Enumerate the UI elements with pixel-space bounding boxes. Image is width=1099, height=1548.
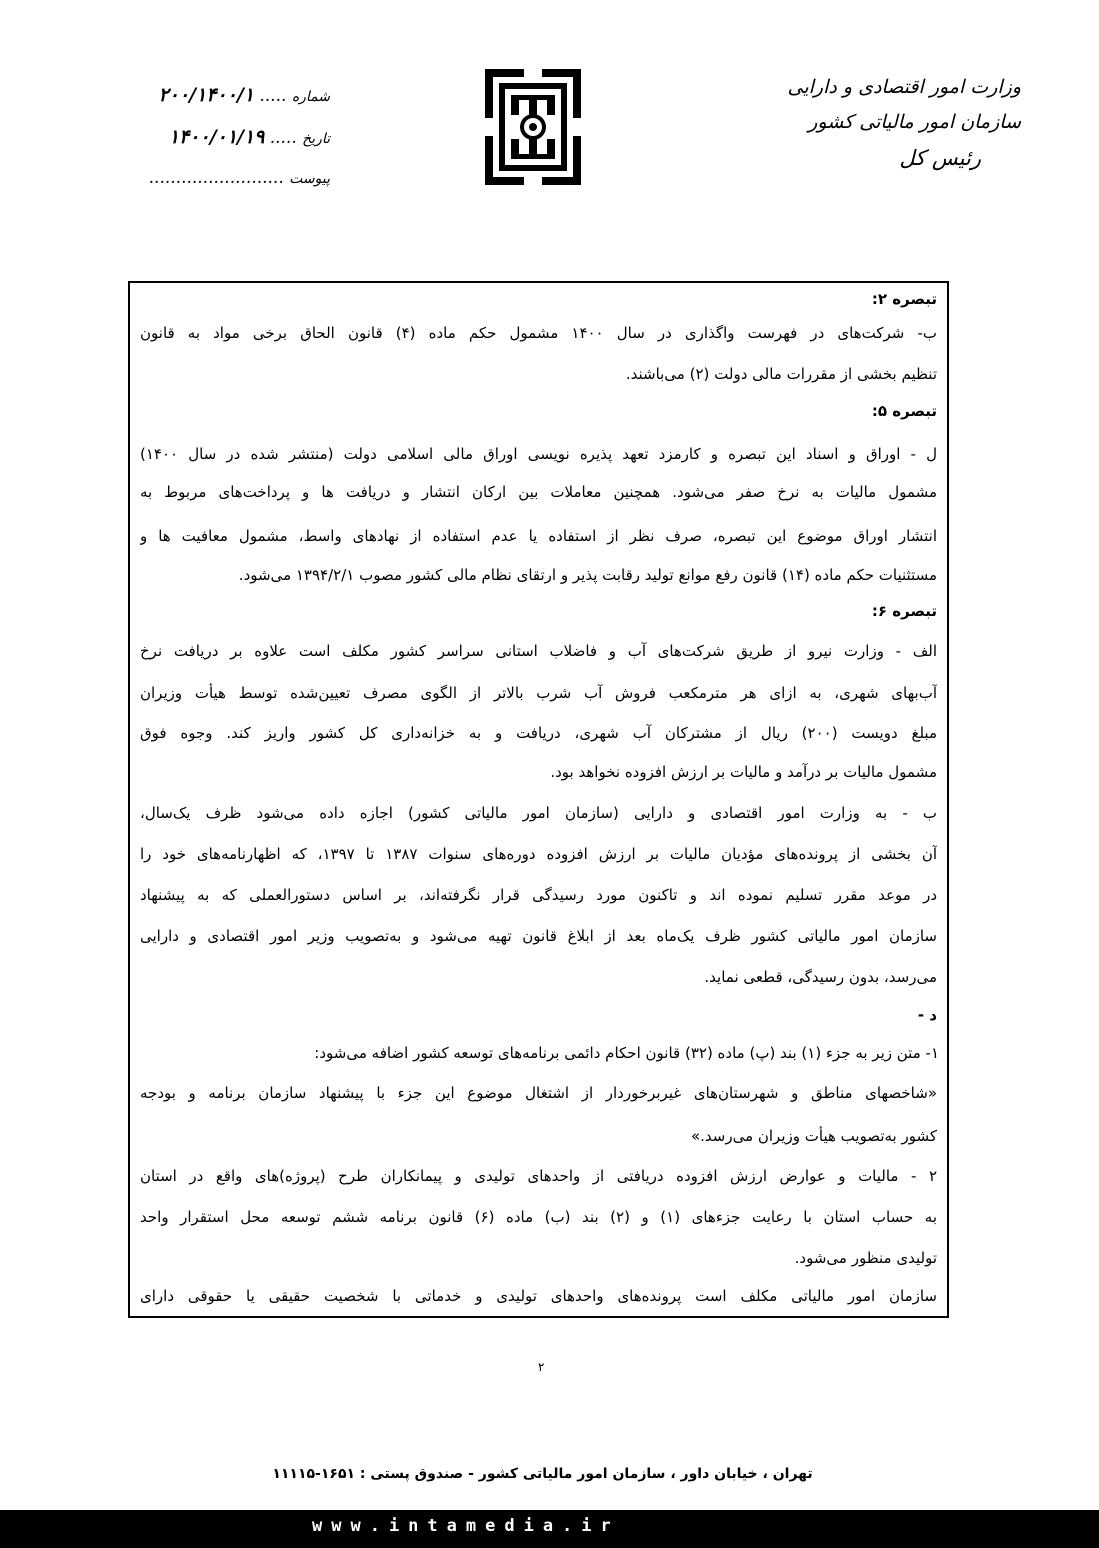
page-number: ۲ xyxy=(538,1360,545,1374)
org-ministry: وزارت امور اقتصادی و دارایی xyxy=(787,76,1021,98)
letter-date-value: ۱۴۰۰/۰۱/۱۹ xyxy=(168,126,265,148)
text-line: ۲ - مالیات و عوارض ارزش افزوده دریافتی از واحدهای تولیدی و پیمانکاران طرح (پروژه)‌های واقع در استان xyxy=(140,1167,937,1185)
footer-website-bar xyxy=(0,1510,1099,1548)
text-line: ب- شرکت‌های در فهرست واگذاری در سال ۱۴۰۰ مشمول حکم ماده (۴) قانون الحاق برخی مواد به قانون xyxy=(140,324,937,342)
note-heading: تبصره ۶: xyxy=(871,602,937,620)
text-line: در موعد مقرر تسلیم نموده اند و تاکنون مورد رسیدگی قرار نگرفته‌اند، بر اساس دستورالعملی که به پیشنهاد xyxy=(140,886,937,904)
text-line: انتشار اوراق موضوع این تبصره، صرف نظر از استفاده یا عدم استفاده از نهادهای واسط، مشمول معافیت ها و xyxy=(140,527,937,545)
text-line: می‌رسد، بدون رسیدگی، قطعی نماید. xyxy=(704,968,937,986)
text-line: آن بخشی از پرونده‌های مؤدیان مالیات بر ارزش افزوده دوره‌های سنوات ۱۳۸۷ تا ۱۳۹۷، که اظهارنامه‌های خود را xyxy=(140,845,937,863)
text-line: مشمول مالیات بر درآمد و مالیات بر ارزش افزوده نخواهد بود. xyxy=(550,763,937,781)
text-line: ب - به وزارت امور اقتصادی و دارایی (سازمان امور مالیاتی کشور) اجازه داده می‌شود ظرف یک‌سال، xyxy=(140,804,937,822)
note-heading: د - xyxy=(917,1006,937,1024)
text-line: سازمان امور مالیاتی مکلف است پرونده‌های واحدهای تولیدی و خدماتی با شخصیت حقیقی یا حقوقی دارای xyxy=(140,1287,937,1305)
text-line: کشور به‌تصویب هیأت وزیران می‌رسد.» xyxy=(690,1127,937,1145)
letter-number: شماره ..... ۲۰۰/۱۴۰۰/۱ xyxy=(158,84,330,106)
text-line: سازمان امور مالیاتی کشور ظرف یک‌ماه بعد از ابلاغ قانون تهیه می‌شود و به‌تصویب وزیر امور اقتصادی و دارایی xyxy=(140,927,937,945)
note-heading: تبصره ۲: xyxy=(871,290,937,308)
letter-date: تاریخ ..... ۱۴۰۰/۰۱/۱۹ xyxy=(168,126,330,148)
letter-number-label: شماره xyxy=(291,89,330,105)
org-tax-organization: سازمان امور مالیاتی کشور xyxy=(808,111,1021,133)
text-line: تنظیم بخشی از مقررات مالی دولت (۲) می‌باشند. xyxy=(625,365,937,383)
letterhead-org xyxy=(761,78,1021,185)
footer-address: تهران ، خیابان داور ، سازمان امور مالیاتی کشور - صندوق پستی : ۱۶۵۱-۱۱۱۱۵ xyxy=(272,1466,813,1482)
org-chief: رئیس کل xyxy=(899,146,981,170)
text-line: مبلغ دویست (۲۰۰) ریال از مشترکان آب شهری، دریافت و به خزانه‌داری کل کشور واریز کند. وجوه فوق xyxy=(140,724,937,742)
text-line: به حساب استان با رعایت جزءهای (۱) و (۲) بند (ب) ماده (۶) قانون برنامه ششم توسعه محل استقرار واحد xyxy=(140,1208,937,1226)
letter-attachment: پیوست ......................... xyxy=(148,168,330,188)
text-line: مستثنیات حکم ماده (۱۴) قانون رفع موانع تولید رقابت پذیر و ارتقای نظام مالی کشور مصوب ۱۳۹۴/۲/۱ می‌شود. xyxy=(238,566,937,584)
letter-date-label: تاریخ xyxy=(302,131,330,147)
letter-attachment-label: پیوست xyxy=(289,171,330,187)
text-line: تولیدی منظور می‌شود. xyxy=(794,1249,937,1267)
text-line: مشمول مالیات به نرخ صفر می‌شود. همچنین معاملات بین ارکان انتشار و دریافت ها و پرداخت‌های مربوط به xyxy=(140,483,937,501)
text-line: ل - اوراق و اسناد این تبصره و کارمزد تعهد پذیره نویسی اوراق مالی اسلامی دولت (منتشر شده در سال ۱۴۰۰) xyxy=(140,445,937,463)
text-line: الف - وزارت نیرو از طریق شرکت‌های آب و فاضلاب استانی سراسر کشور مکلف است علاوه بر دریافت نرخ xyxy=(140,642,937,660)
text-line: «شاخصهای مناطق و شهرستان‌های غیربرخوردار از اشتغال موضوع این جزء با پیشنهاد سازمان برنامه و بودجه xyxy=(140,1084,937,1102)
letter-metadata xyxy=(100,84,330,208)
tax-organization-logo xyxy=(484,68,582,186)
text-line: ۱- متن زیر به جزء (۱) بند (پ) ماده (۳۲) قانون احکام دائمی برنامه‌های توسعه کشور اضافه می‌شود: xyxy=(314,1044,939,1062)
footer-website: www.intamedia.ir xyxy=(312,1516,620,1536)
letter-number-value: ۲۰۰/۱۴۰۰/۱ xyxy=(158,84,254,106)
note-heading: تبصره ۵: xyxy=(871,402,937,420)
text-line: آب‌بهای شهری، به ازای هر مترمکعب فروش آب شرب بالاتر از الگوی مصرف تعیین‌شده توسط هیأت وزیران xyxy=(140,684,937,702)
document-text-box xyxy=(128,281,949,1318)
